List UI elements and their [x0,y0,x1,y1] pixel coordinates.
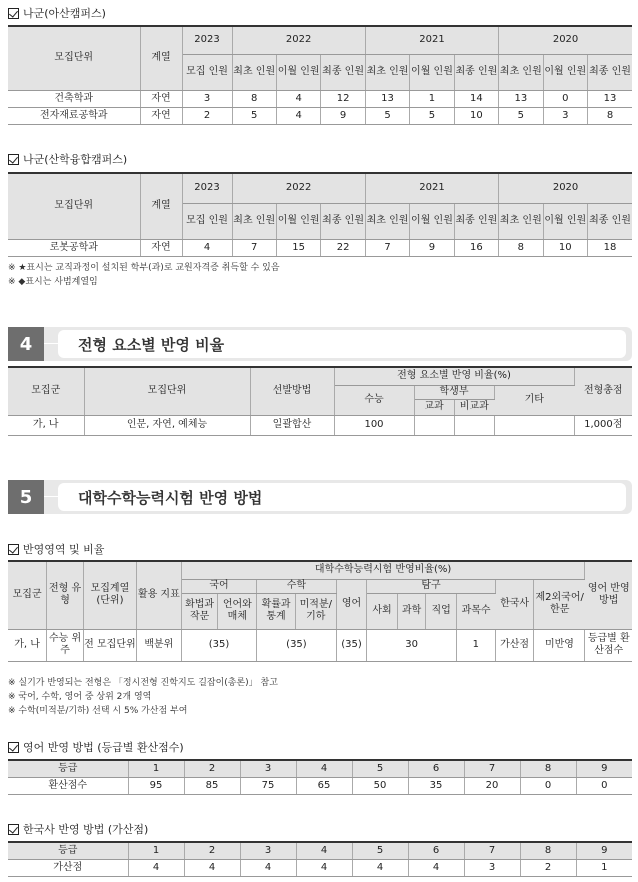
section-number: 4 [8,327,44,361]
header-sub: 이월 인원 [543,203,587,239]
header-unit: 모집단위 [8,173,140,239]
checkbox-icon [8,8,19,19]
table-row: 전자재료공학과 자연 2 5 4 9 5 5 10 5 3 8 [8,107,632,124]
checkbox-icon [8,154,19,165]
section-heading: 전형 요소별 반영 비율 [58,330,626,358]
header-sub: 최종 인원 [588,54,633,90]
header-unit: 모집단위 [8,26,140,90]
header-sub: 모집 인원 [182,203,232,239]
section-title-industry: 나군(산학융합캠퍼스) [8,151,127,167]
table-row: 가산점 4 4 4 4 4 4 3 2 1 [8,859,632,876]
header-year: 2022 [232,173,365,203]
industry-table [8,172,632,257]
notes-block: ※ 실기가 반영되는 전형은 「정시전형 진학지도 길잡이(총론)」 참고 ※ 국어, 수학, 영어 중 상위 2개 영역 ※ 수학(미적분/기하) 선택 시 5% 가산점 부여 [8,678,278,716]
header-sub: 최초 인원 [232,203,276,239]
header-sub: 이월 인원 [543,54,587,90]
header-sub: 최종 인원 [454,203,498,239]
header-line: 계열 [140,173,182,239]
asan-table [8,25,632,125]
header-sub: 최종 인원 [588,203,633,239]
suneung-table: 모집군 전형 유형 모집계열 (단위) 활용 지표 대학수학능력시험 반영비율(%) 영어 반영 방법 국어 수학 영어 탐구 한국사 제2외국어/ 한문 화법과 작문 언어와 매체 확률과 통계 미적분/ 기하 사회 과학 직업 과목수 가, 나 수능 위주 전 모집단위 백분위 (35) (35) (35) 30 1 가산점 미반영 등급별 환산점수 [8,560,632,662]
header-sub: 최초 인원 [499,203,543,239]
checkbox-icon [8,824,19,835]
history-table: 등급 1 2 3 4 5 6 7 8 9 가산점 4 4 4 4 4 4 3 2 1 [8,841,632,877]
header-year: 2021 [365,173,498,203]
header-line: 계열 [140,26,182,90]
header-year: 2021 [365,26,498,54]
section-band-4 [8,327,632,361]
header-sub: 최종 인원 [321,54,365,90]
header-sub: 이월 인원 [410,54,454,90]
checkbox-icon [8,742,19,753]
ratio-table: 모집군 모집단위 선발방법 전형 요소별 반영 비율(%) 전형총점 수능 학생부 기타 교과 비교과 가, 나 인문, 자연, 예체능 일괄합산 100 1,000점 [8,366,632,436]
header-sub: 최초 인원 [232,54,276,90]
section-title-history: 한국사 반영 방법 (가산점) [8,821,148,837]
section-title-asan: 나군(아산캠퍼스) [8,5,106,21]
section-title-english: 영어 반영 방법 (등급별 환산점수) [8,739,184,755]
table-row: 환산점수 95 85 75 65 50 35 20 0 0 [8,777,632,794]
table-row: 건축학과 자연 3 8 4 12 13 1 14 13 0 13 [8,90,632,107]
header-year: 2023 [182,173,232,203]
section-title-suneung: 반영영역 및 비율 [8,541,104,557]
header-year: 2022 [232,26,365,54]
english-table: 등급 1 2 3 4 5 6 7 8 9 환산점수 95 85 75 65 50 35 20 0 0 [8,759,632,795]
header-sub: 최종 인원 [454,54,498,90]
section-band-5 [8,480,632,514]
checkbox-icon [8,544,19,555]
section-number: 5 [8,480,44,514]
table-row: 가, 나 수능 위주 전 모집단위 백분위 (35) (35) (35) 30 1 가산점 미반영 등급별 환산점수 [8,629,632,661]
section-heading: 대학수학능력시험 반영 방법 [58,483,626,511]
header-sub: 모집 인원 [182,54,232,90]
header-year: 2020 [499,26,632,54]
notes-block: ※ ★표시는 교직과정이 설치된 학부(과)로 교원자격증 취득할 수 있음 ※ ◆표시는 사범계열임 [8,263,280,287]
header-year: 2020 [499,173,632,203]
table-row: 가, 나 인문, 자연, 예체능 일괄합산 100 1,000점 [8,415,632,435]
header-sub: 최종 인원 [321,203,365,239]
header-sub: 이월 인원 [410,203,454,239]
header-sub: 최초 인원 [365,54,409,90]
header-year: 2023 [182,26,232,54]
header-sub: 최초 인원 [365,203,409,239]
header-sub: 최초 인원 [499,54,543,90]
header-sub: 이월 인원 [276,203,320,239]
header-sub: 이월 인원 [276,54,320,90]
table-row: 로봇공학과 자연 4 7 15 22 7 9 16 8 10 18 [8,239,632,256]
